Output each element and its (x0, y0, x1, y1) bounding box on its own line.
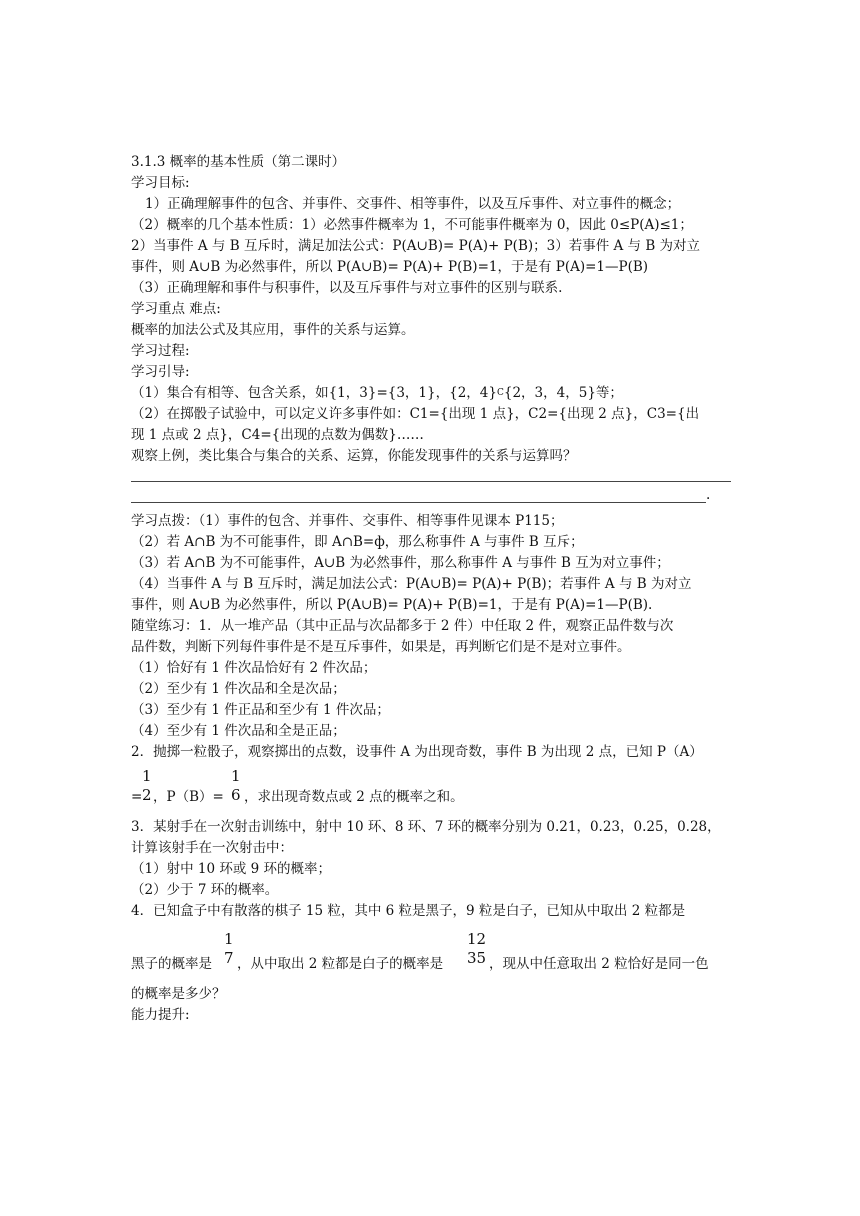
key-text: 概率的加法公式及其应用，事件的关系与运算。 (131, 322, 415, 338)
fraction-numerator: 1 (142, 767, 152, 785)
fraction-denominator: 6 (231, 786, 241, 804)
practice-line: （1）恰好有 1 件次品恰好有 2 件次品； (131, 660, 377, 676)
tips-line: 事件，则 A∪B 为必然事件，所以 P(A∪B)= P(A)+ P(B)=1，于是有 P(A)=1—P(B). (131, 597, 653, 613)
fraction-line (131, 763, 731, 809)
answer-blank-line (131, 467, 731, 482)
practice-line: （3）至少有 1 件正品和至少有 1 件次品； (131, 702, 390, 718)
goal-line: （2）概率的几个基本性质：1）必然事件概率为 1，不可能事件概率为 0，因此 0≤P(A)≤1； (131, 217, 693, 233)
goal-line: （3）正确理解和事件与积事件，以及互斥事件与对立事件的区别与联系. (131, 280, 563, 296)
ability-heading: 能力提升: (131, 1007, 190, 1023)
fraction (140, 769, 154, 803)
fraction-numerator: 1 (224, 930, 234, 948)
text-segment: ，P（B）= (153, 789, 224, 805)
tips-line: （4）当事件 A 与 B 互斥时，满足加法公式：P(A∪B)= P(A)+ P(B)；若事件 A 与 B 为对立 (131, 576, 692, 592)
answer-blank-line (131, 485, 731, 503)
goal-line: 1）正确理解事件的包含、并事件、交事件、相等事件，以及互斥事件、对立事件的概念； (145, 196, 681, 212)
practice-line: （2）少于 7 环的概率。 (131, 882, 279, 898)
text-segment: ，现从中任意取出 2 粒恰好是同一色 (489, 956, 709, 972)
practice-line: 品件数，判断下列每件事件是不是互斥事件，如果是，再判断它们是不是对立事件。 (131, 639, 631, 655)
guide-text: （1）集合有相等、包含关系，如{1，3}={3，1}，{2，4} (131, 385, 497, 401)
guide-line: 现 1 点或 2 点}，C4={出现的点数为偶数}…… (131, 427, 424, 443)
practice-line: （1）射中 10 环或 9 环的概率； (131, 861, 332, 877)
tips-line: 学习点拨：（1）事件的包含、并事件、交事件、相等事件见课本 P115； (131, 513, 564, 529)
goals-heading: 学习目标: (131, 175, 190, 191)
fraction (222, 932, 236, 966)
fraction-denominator: 35 (467, 949, 487, 967)
practice-line: 计算该射手在一次射击中： (131, 840, 293, 856)
worksheet-page (131, 152, 731, 1026)
fraction-denominator: 7 (224, 949, 234, 967)
goal-line: 事件，则 A∪B 为必然事件，所以 P(A∪B)= P(A)+ P(B)=1，于是有 P(A)=1—P(B) (131, 259, 649, 275)
tips-line: （3）若 A∩B 为不可能事件，A∪B 为必然事件，那么称事件 A 与事件 B 互为对立事件； (131, 555, 670, 571)
goal-line: 2）当事件 A 与 B 互斥时，满足加法公式：P(A∪B)= P(A)+ P(B)；3）若事件 A 与 B 为对立 (131, 238, 701, 254)
guide-line: （2）在掷骰子试验中，可以定义许多事件如：C1={出现 1 点}，C2={出现 2 点}，C3={出 (131, 406, 700, 422)
text-segment: ，求出现奇数点或 2 点的概率之和。 (244, 789, 464, 805)
blank-end: . (706, 487, 711, 503)
guide-line (131, 383, 731, 404)
fraction (229, 769, 243, 803)
fraction (465, 932, 488, 966)
subset-symbol: C (496, 388, 504, 398)
guide-question: 观察上例，类比集合与集合的关系、运算，你能发现事件的关系与运算吗？ (131, 448, 577, 464)
practice-line: 随堂练习：1．从一堆产品（其中正品与次品都多于 2 件）中任取 2 件，观察正品件数与次 (131, 618, 674, 634)
practice-line: 2．抛掷一粒骰子，观察掷出的点数，设事件 A 为出现奇数，事件 B 为出现 2 点，已知 P（A） (131, 744, 703, 760)
fraction-numerator: 12 (467, 930, 487, 948)
tips-line: （2）若 A∩B 为不可能事件，即 A∩B=ф，那么称事件 A 与事件 B 互斥； (131, 534, 584, 550)
key-heading: 学习重点 难点: (131, 301, 221, 317)
fraction-line (131, 922, 731, 978)
practice-line: （4）至少有 1 件次品和全是正品； (131, 723, 346, 739)
practice-line: 3．某射手在一次射击训练中，射中 10 环、8 环、7 环的概率分别为 0.21，0.23，0.25，0.28， (131, 819, 721, 835)
practice-line: 的概率是多少？ (131, 986, 226, 1002)
page-title: 3.1.3 概率的基本性质（第二课时） (131, 154, 346, 170)
equals-sign: = (131, 789, 143, 805)
text-segment: ，从中取出 2 粒都是白子的概率是 (237, 956, 444, 972)
text-segment: 黑子的概率是 (131, 956, 212, 972)
practice-line: （2）至少有 1 件次品和全是次品； (131, 681, 346, 697)
guide-heading: 学习引导: (131, 364, 190, 380)
fraction-numerator: 1 (231, 767, 241, 785)
fraction-denominator: 2 (142, 786, 152, 804)
practice-line: 4．已知盒子中有散落的棋子 15 粒，其中 6 粒是黑子，9 粒是白子，已知从中取出 2 粒都是 (131, 903, 686, 919)
process-heading: 学习过程: (131, 343, 190, 359)
guide-text: {2，3，4，5}等； (503, 385, 623, 401)
